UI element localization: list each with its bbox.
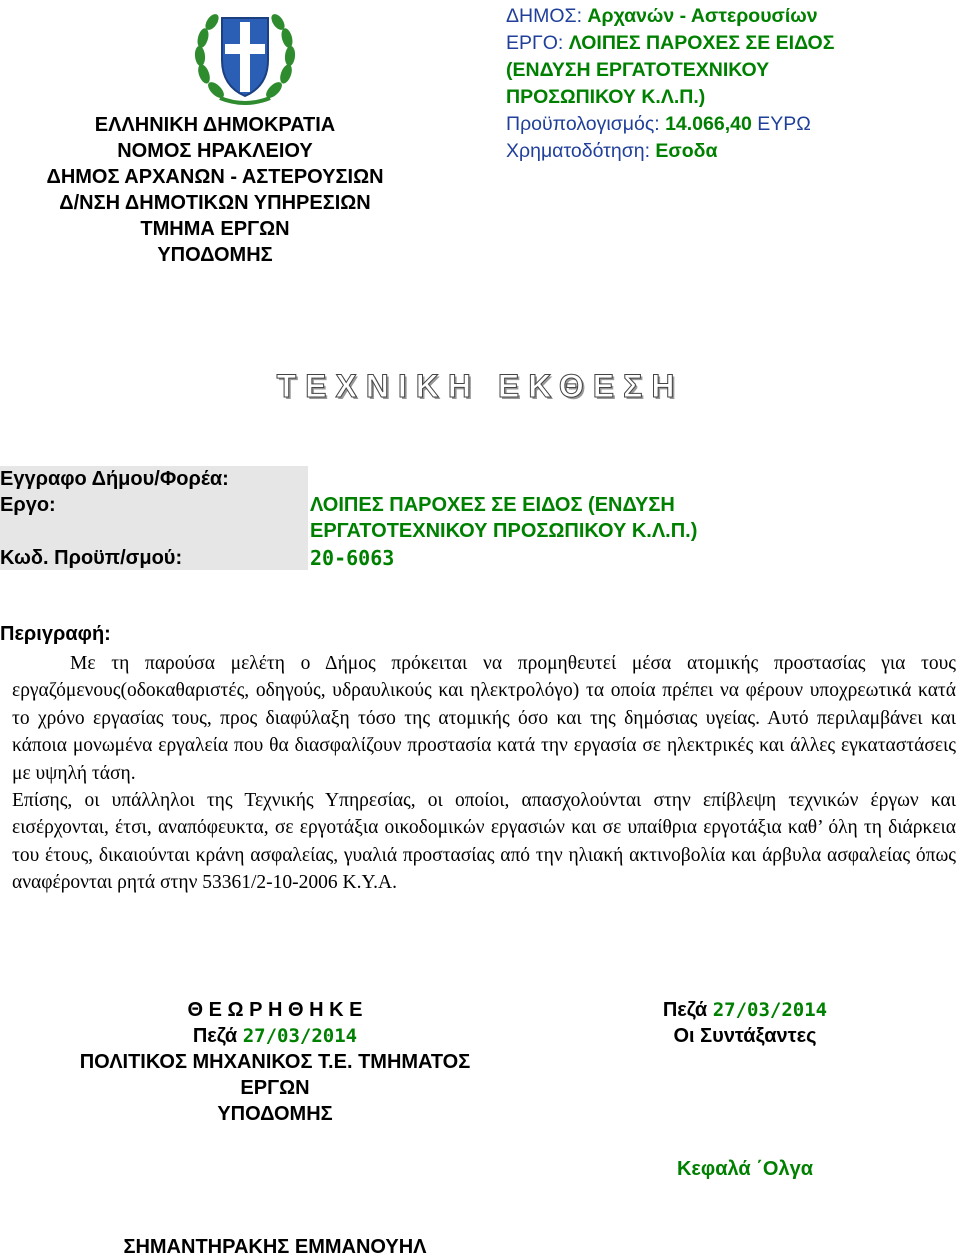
work-value: ΛΟΙΠΕΣ ΠΑΡΟΧΕΣ ΣΕ ΕΙΔΟΣ: [568, 32, 835, 54]
approval-block: [40, 997, 510, 1127]
funding-row: [506, 138, 946, 165]
authors-block: [620, 997, 870, 1049]
org-line: ΕΛΛΗΝΙΚΗ ΔΗΜΟΚΡΑΤΙΑ: [94, 114, 336, 136]
org-line: ΤΜΗΜΑ ΕΡΓΩΝ: [140, 218, 290, 240]
budget-label: Προϋπολογισμός:: [506, 113, 666, 135]
authors-date-row: [620, 997, 870, 1023]
description-paragraph: Με τη παρούσα μελέτη ο Δήμος πρόκειται να προμηθευτεί μέσα ατομικής προστασίας για τους εργαζόμενους(οδοκαθαριστές, οδηγούς, υδραυλικούς και ηλεκτρολόγο) τα οποία πρέπει να φέρουν υποχρεωτικά κατά το χρόνο εργασίας τους, προς διαφύλαξη τόσο της ατομικής όσο και της δημόσιας υγείας. Αυτό περιλαμβάνει και κάποια μονωμένα εργαλεία που θα διασφαλίζουν προστασία κατά την εργασία σε ηλεκτρικές και άλλες εγκαταστάσεις με υψηλή τάση.: [12, 653, 956, 784]
approver-signatory: ΣΗΜΑΝΤΗΡΑΚΗΣ ΕΜΜΑΝΟΥΗΛ: [123, 1236, 427, 1258]
org-line: ΥΠΟΔΟΜΗΣ: [157, 244, 273, 266]
municipality-value: Αρχανών - Αστερουσίων: [587, 5, 818, 27]
municipality-row: [506, 3, 946, 30]
greek-coat-of-arms-icon: [190, 4, 300, 108]
issuing-authority: [40, 112, 390, 268]
document-label: Εγγραφο Δήμου/Φορέα:: [0, 468, 229, 490]
work-value-line2: (ΕΝΔΥΣΗ ΕΡΓΑΤΟΤΕΧΝΙΚΟΥ: [506, 59, 770, 81]
work-row: [506, 30, 946, 57]
description-label: Περιγραφή:: [0, 623, 111, 645]
authors-date: 27/03/2014: [712, 999, 828, 1021]
title-text: ΤΕΧΝΙΚΗ ΕΚΘΕΣΗ: [276, 368, 684, 404]
document-title: [0, 368, 960, 405]
org-line: ΔΗΜΟΣ ΑΡΧΑΝΩΝ - ΑΣΤΕΡΟΥΣΙΩΝ: [46, 166, 384, 188]
authors-date-label: Πεζά: [662, 999, 713, 1021]
approval-role-line: ΕΡΓΩΝ: [240, 1077, 310, 1099]
description-body: [12, 650, 956, 897]
approval-role-line: ΥΠΟΔΟΜΗΣ: [217, 1103, 333, 1125]
work-field-value: ΛΟΙΠΕΣ ΠΑΡΟΧΕΣ ΣΕ ΕΙΔΟΣ (ΕΝΔΥΣΗ ΕΡΓΑΤΟΤΕΧΝΙΚΟΥ ΠΡΟΣΩΠΙΚΟΥ Κ.Λ.Π.): [310, 494, 698, 542]
budget-code-value: 20-6063: [310, 546, 395, 570]
funding-label: Χρηματοδότηση:: [506, 140, 656, 162]
project-header: [506, 3, 946, 165]
approval-date: 27/03/2014: [242, 1025, 358, 1047]
work-field-label: Εργο:: [0, 494, 56, 516]
approval-role-line: ΠΟΛΙΤΙΚΟΣ ΜΗΧΑΝΙΚΟΣ Τ.Ε. ΤΜΗΜΑΤΟΣ: [79, 1051, 471, 1073]
budget-currency: ΕΥΡΩ: [751, 113, 811, 135]
work-value-line3: ΠΡΟΣΩΠΙΚΟΥ Κ.Λ.Π.): [506, 86, 706, 108]
org-line: Δ/ΝΣΗ ΔΗΜΟΤΙΚΩΝ ΥΠΗΡΕΣΙΩΝ: [59, 192, 371, 214]
budget-row: [506, 111, 946, 138]
authors-role: Οι Συντάξαντες: [673, 1025, 817, 1047]
work-label: ΕΡΓΟ:: [506, 32, 569, 54]
approval-date-row: [40, 1023, 510, 1049]
budget-code-label: Κωδ. Προϋπ/σμού:: [0, 547, 183, 569]
approval-heading: Θ Ε Ω Ρ Η Θ Η Κ Ε: [187, 999, 363, 1021]
budget-value: 14.066,40: [665, 113, 752, 135]
funding-value: Εσοδα: [655, 140, 718, 162]
municipality-label: ΔΗΜΟΣ:: [506, 5, 588, 27]
org-line: ΝΟΜΟΣ ΗΡΑΚΛΕΙΟΥ: [117, 140, 313, 162]
approval-date-label: Πεζά: [192, 1025, 243, 1047]
author-signatory: Κεφαλά ΄Ολγα: [676, 1158, 814, 1180]
description-paragraph: Επίσης, οι υπάλληλοι της Τεχνικής Υπηρεσίας, οι οποίοι, απασχολούνται στην επίβλεψη τεχνικών έργων και εισέρχονται, έτσι, αναπόφευκτα, σε εργοτάξια οικοδομικών εργασιών και σε υπαίθρια εργοτάξια καθ’ όλη τη διάρκεια του έτους, δικαιούνται κράνη ασφαλείας, γυαλιά προστασίας από την ηλιακή ακτινοβολία και άρβυλα ασφαλείας όπως αναφέρονται ρητά στην 53361/2-10-2006 Κ.Υ.Α.: [12, 790, 956, 894]
